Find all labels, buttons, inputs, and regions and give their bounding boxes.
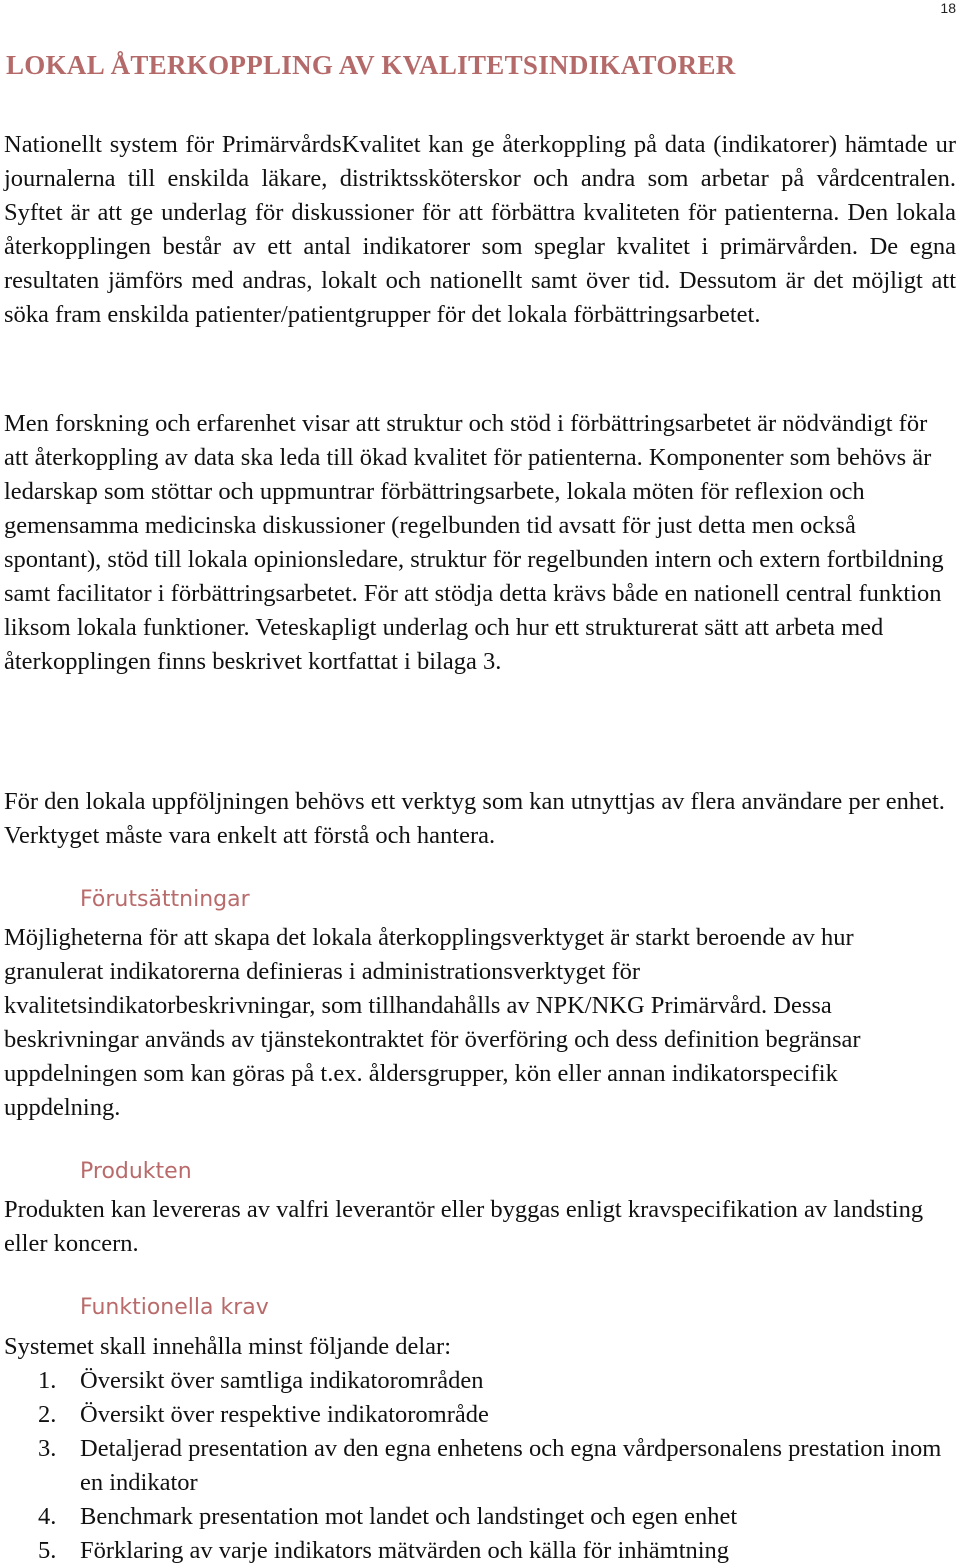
requirements-intro: Systemet skall innehålla minst följande delar:	[4, 1333, 452, 1360]
list-item	[0, 1398, 956, 1432]
followup-paragraph: För den lokala uppföljningen behövs ett verktyg som kan utnyttjas av flera användare per enhet. Verktyget måste vara enkelt att förstå och hantera.	[4, 788, 945, 849]
section-heading-forutsattningar: Förutsättningar	[80, 887, 250, 912]
list-item	[0, 1364, 956, 1398]
list-item-number: 3.	[38, 1435, 57, 1462]
section-heading-produkten: Produkten	[80, 1159, 192, 1184]
list-item-text: Benchmark presentation mot landet och landstinget och egen enhet	[80, 1503, 738, 1530]
list-item-number: 4.	[38, 1503, 57, 1530]
page-number: 18	[940, 0, 956, 16]
intro-paragraph: Nationellt system för PrimärvårdsKvalitet kan ge återkoppling på data (indikatorer) hämtade ur journalerna till enskilda läkare, distriktssköterskor och andra som arbetar på vårdcentralen. Syftet är att ge underlag för diskussioner för att förbättra kvaliteten för patienterna. Den lokala återkopplingen består av ett antal indikatorer som speglar kvalitet i primärvården. De egna resultaten jämförs med andras, lokalt och nationellt samt över tid. Dessutom är det möjligt att söka fram enskilda patienter/patientgrupper för det lokala förbättringsarbetet.	[4, 131, 956, 328]
list-item-text: Detaljerad presentation av den egna enhetens och egna vårdpersonalens prestation inom en indikator	[80, 1435, 942, 1496]
list-item-number: 1.	[38, 1367, 57, 1394]
list-item	[0, 1500, 956, 1534]
research-paragraph: Men forskning och erfarenhet visar att struktur och stöd i förbättringsarbetet är nödvändigt för att återkoppling av data ska leda till ökad kvalitet för patienterna. Komponenter som behövs är ledarskap som stöttar och uppmuntrar förbättringsarbete, lokala möten för reflexion och gemensamma medicinska diskussioner (regelbunden tid avsatt för just detta men också spontant), stöd till lokala opinionsledare, struktur för regelbunden intern och extern fortbildning samt facilitator i förbättringsarbetet. För att stödja detta krävs både en nationell central funktion liksom lokala funktioner. Veteskapligt underlag och hur ett strukturerat sätt att arbeta med återkopplingen finns beskrivet kortfattat i bilaga 3.	[4, 410, 944, 675]
list-item-text: Förklaring av varje indikators mätvärden och källa för inhämtning	[80, 1537, 730, 1564]
list-item-number: 5.	[38, 1537, 57, 1564]
requirements-list	[0, 1364, 956, 1568]
list-item	[0, 1432, 956, 1500]
section-text-forutsattningar: Möjligheterna för att skapa det lokala återkopplingsverktyget är starkt beroende av hur granulerat indikatorerna definieras i administrationsverktyget för kvalitetsindikatorbeskrivningar, som tillhandahålls av NPK/NKG Primärvård. Dessa beskrivningar används av tjänstekontraktet för överföring och dess definition begränsar uppdelningen som kan göras på t.ex. åldersgrupper, kön eller annan indikatorspecifik uppdelning.	[4, 924, 861, 1121]
list-item-text: Översikt över respektive indikatorområde	[80, 1401, 489, 1428]
section-text-produkten: Produkten kan levereras av valfri leverantör eller byggas enligt kravspecifikation av landsting eller koncern.	[4, 1196, 924, 1257]
section-heading-funktionella-krav: Funktionella krav	[80, 1295, 269, 1320]
list-item-number: 2.	[38, 1401, 57, 1428]
list-item	[0, 1534, 956, 1568]
list-item-text: Översikt över samtliga indikatorområden	[80, 1367, 484, 1394]
page-title: LOKAL ÅTERKOPPLING AV KVALITETSINDIKATORER	[6, 50, 736, 80]
